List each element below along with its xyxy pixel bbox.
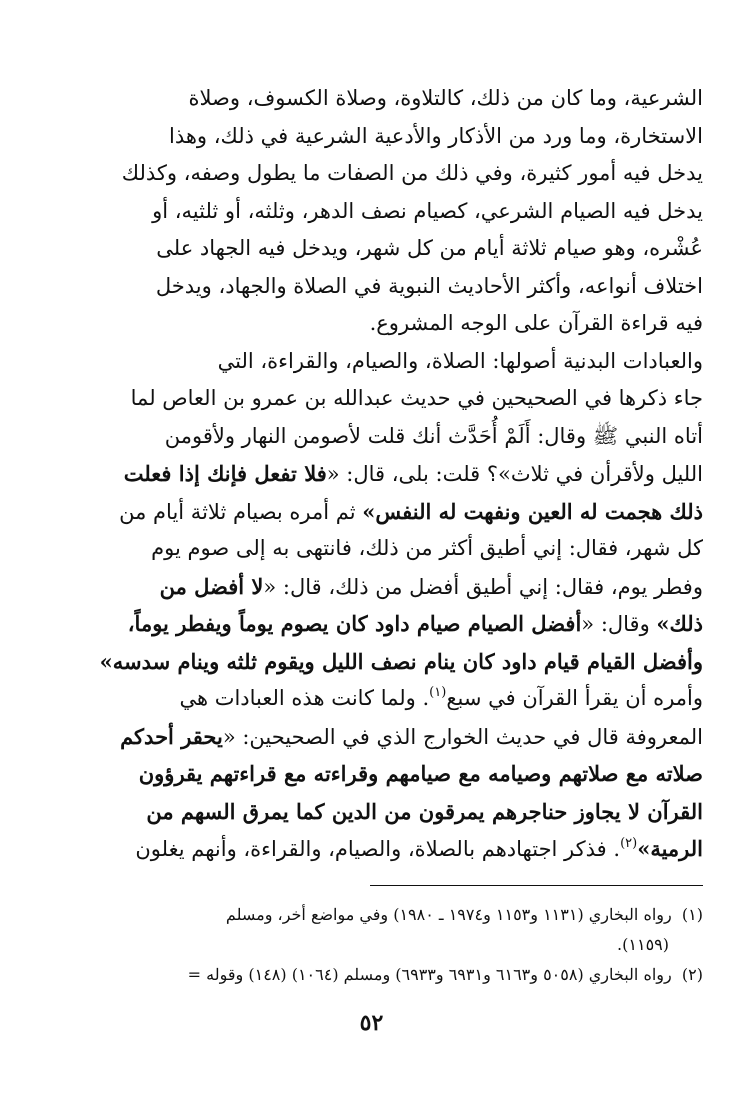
body-text [35,80,703,868]
hadith-quote: يحقر أحدكم [120,723,223,749]
text-line: اختلاف أنواعه، وأكثر الأحاديث النبوية في الصلاة والجهاد، ويدخل [155,273,703,298]
footnote-1: (١) رواه البخاري (١١٣١ و١١٥٣ و١٩٧٤ ـ ١٩٨٠) وفي مواضع أخر، ومسلم [225,905,703,924]
footnote-marker: (٢) [681,965,703,984]
footnotes [35,900,703,990]
page-number: ٥٢ [359,1010,384,1036]
footnote-marker: (١) [681,905,703,924]
text-line: أتاه النبي ﷺ وقال: أَلَمْ أُحَدَّث أنك قلت لأصومن النهار ولأقومن [164,423,703,448]
footnote-2: (٢) رواه البخاري (٥٠٥٨ و٦١٦٣ و٦٩٣١ و٦٩٣٣) ومسلم (١٠٦٤) (١٤٨) وقوله = [187,965,703,984]
hadith-quote: القرآن لا يجاوز حناجرهم يمرقون من الدين كما يمرق السهم من [146,798,703,824]
hadith-quote: وأفضل القيام قيام داود كان ينام نصف الليل ويقوم ثلثه وينام سدسه» [99,648,703,674]
text-line [35,643,703,681]
footnote-1-continuation: (١١٥٩). [617,935,669,954]
text-line: كل شهر، فقال: إني أطيق أكثر من ذلك، فانتهى به إلى صوم يوم [151,536,703,560]
text-line: الرمية»$^{(٢)}$. فذكر اجتهادهم بالصلاة، والصيام، والقراءة، وأنهم يغلون [135,836,703,861]
text-line: فيه قراءة القرآن على الوجه المشروع. [369,311,703,335]
footnote-ref: (٢) [620,836,638,851]
text-line: يدخل فيه أمور كثيرة، وفي ذلك من الصفات ما يطول وصفه، وكذلك [121,161,703,185]
text-line [35,793,703,831]
text-line: وأمره أن يقرأ القرآن في سبع$^{(١)}$. ولما كانت هذه العبادات هي [179,685,703,710]
footnote-ref: (١) [429,685,447,700]
hadith-quote: لا أفضل من [159,573,264,599]
text-line: وفطر يوم، فقال: إني أطيق أفضل من ذلك، قال: «لا أفضل من [159,573,703,599]
footnote-divider [370,885,703,886]
hadith-quote: ذلك» [656,611,703,636]
hadith-quote: صلاته مع صلاتهم وصيامه مع صيامهم وقراءته مع قراءتهم يقرؤون [138,761,703,786]
text-line: الشرعية، وما كان من ذلك، كالتلاوة، وصلاة الكسوف، وصلاة [188,86,703,110]
text-line: ذلك» وقال: «أفضل الصيام صيام داود كان يصوم يوماً ويفطر يوماً، [127,611,703,636]
text-line [35,755,703,793]
text-line: عُشْره، وهو صيام ثلاثة أيام من كل شهر، ويدخل فيه الجهاد على [156,236,703,260]
hadith-quote: أفضل الصيام صيام داود كان يصوم يوماً ويفطر يوماً، [127,611,582,636]
text-line: جاء ذكرها في الصحيحين في حديث عبدالله بن عمرو بن العاص لما [130,386,703,410]
hadith-quote: ذلك هجمت له العين ونفهت له النفس» [362,498,703,524]
text-line: يدخل فيه الصيام الشرعي، كصيام نصف الدهر، وثلثه، أو ثلثيه، أو [152,198,703,223]
hadith-quote: فلا تفعل فإنك إذا فعلت [123,461,327,486]
text-line: الليل ولأقرأن في ثلاث»؟ قلت: بلى، قال: «فلا تفعل فإنك إذا فعلت [123,461,703,486]
text-line: ذلك هجمت له العين ونفهت له النفس» ثم أمره بصيام ثلاثة أيام من [119,498,703,524]
hadith-quote: الرمية» [637,836,703,861]
text-line: والعبادات البدنية أصولها: الصلاة، والصيام، والقراءة، التي [217,348,703,373]
text-line: الاستخارة، وما ورد من الأذكار والأدعية الشرعية في ذلك، وهذا [168,123,703,148]
text-line: المعروفة قال في حديث الخوارج الذي في الصحيحين: «يحقر أحدكم [120,723,703,749]
